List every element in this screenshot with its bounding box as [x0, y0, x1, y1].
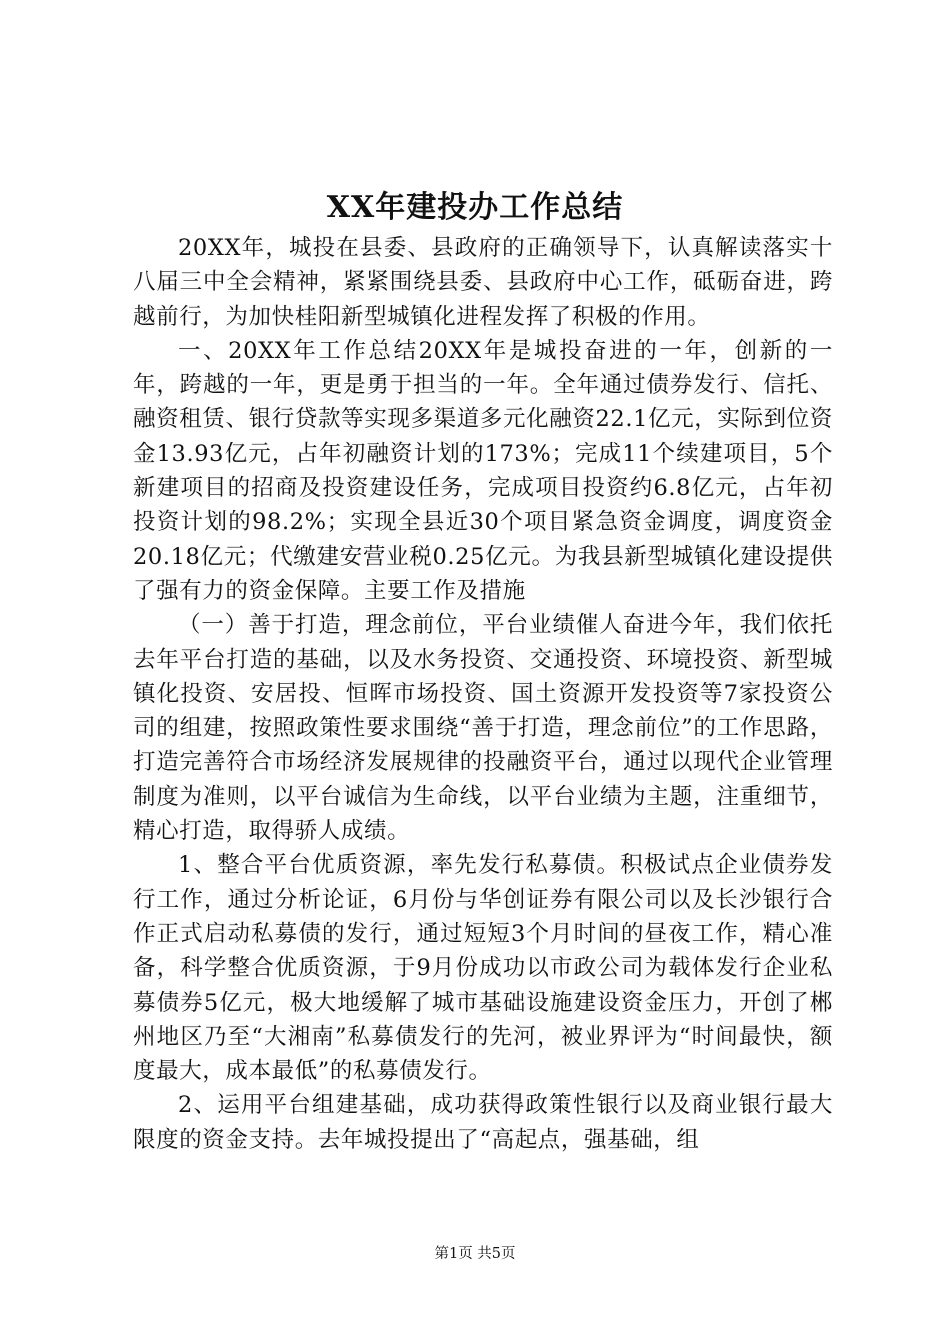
paragraph-item-one: 1、整合平台优质资源，率先发行私募债。积极试点企业债券发行工作，通过分析论证，6月份与华创证券有限公司以及长沙银行合作正式启动私募债的发行，通过短短3个月时间的昼夜工作，精心准备，科学整合优质资源，于9月份成功以市政公司为载体发行企业私募债券5亿元，极大地缓解了城市基础设施建设资金压力，开创了郴州地区乃至“大湘南”私募债发行的先河，被业界评为“时间最快，额度最大，成本最低”的私募债发行。 — [133, 852, 833, 1085]
paragraph-summary: 一、20XX年工作总结20XX年是城投奋进的一年，创新的一年，跨越的一年，更是勇于担当的一年。全年通过债券发行、信托、融资租赁、银行贷款等实现多渠道多元化融资22.1亿元，实际到位资金13.93亿元，占年初融资计划的173%；完成11个续建项目，5个新建项目的招商及投资建设任务，完成项目投资约6.8亿元，占年初投资计划的98.2%；实现全县近30个项目紧急资金调度，调度资金20.18亿元；代缴建安营业税0.25亿元。为我县新型城镇化建设提供了强有力的资金保障。主要工作及措施 — [133, 337, 833, 604]
document-body — [133, 231, 833, 1157]
paragraph-section-one: （一）善于打造，理念前位，平台业绩催人奋进今年，我们依托去年平台打造的基础，以及水务投资、交通投资、环境投资、新型城镇化投资、安居投、恒晖市场投资、国土资源开发投资等7家投资公司的组建，按照政策性要求围绕“善于打造，理念前位”的工作思路，打造完善符合市场经济发展规律的投融资平台，通过以现代企业管理制度为准则，以平台诚信为生命线，以平台业绩为主题，注重细节，精心打造，取得骄人成绩。 — [133, 612, 833, 845]
paragraph-item-two: 2、运用平台组建基础，成功获得政策性银行以及商业银行最大限度的资金支持。去年城投提出了“高起点，强基础，组 — [133, 1092, 833, 1153]
paragraph-intro: 20XX年，城投在县委、县政府的正确领导下，认真解读落实十八届三中全会精神，紧紧围绕县委、县政府中心工作，砥砺奋进，跨越前行，为加快桂阳新型城镇化进程发挥了积极的作用。 — [133, 235, 833, 330]
document-title: XX年建投办工作总结 — [326, 190, 624, 225]
page-footer: 第1页 共5页 — [434, 1246, 516, 1262]
